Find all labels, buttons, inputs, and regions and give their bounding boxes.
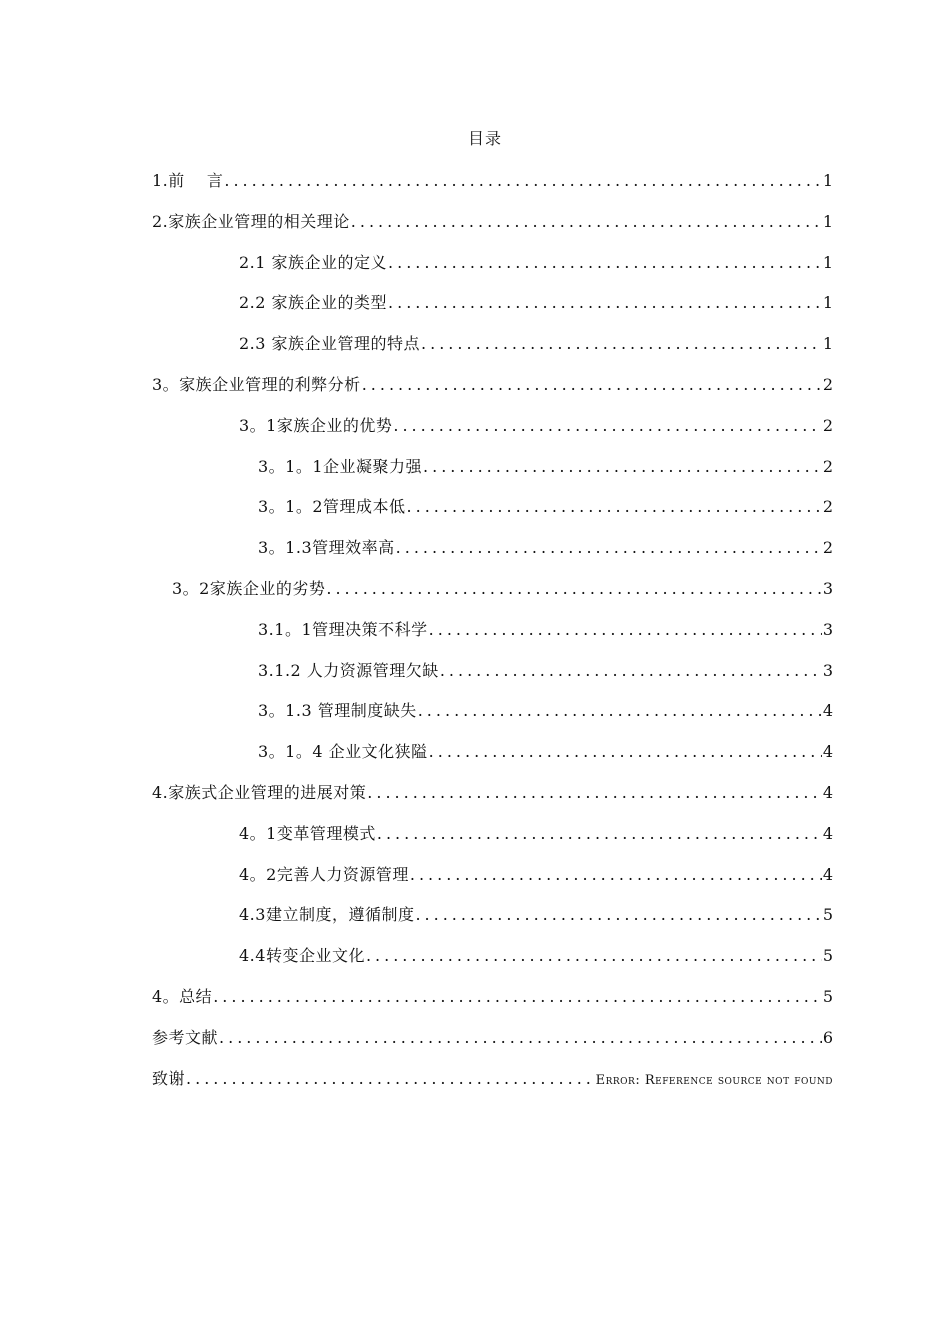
toc-entry[interactable] <box>152 494 833 535</box>
table-of-contents <box>152 168 833 1106</box>
toc-entry-page: 5 <box>822 905 833 925</box>
toc-entry-title: 3。1.3管理效率高 <box>258 538 395 558</box>
toc-leader-dots <box>396 538 822 557</box>
toc-leader-dots <box>377 824 822 843</box>
toc-entry-title: 1.前 言 <box>152 171 224 190</box>
toc-entry-page: 4 <box>822 864 833 884</box>
toc-leader-dots <box>351 212 822 231</box>
toc-leader-dots <box>429 742 822 761</box>
toc-entry-page: 4 <box>822 823 833 843</box>
toc-entry[interactable] <box>152 168 833 209</box>
toc-entry[interactable] <box>152 780 833 821</box>
toc-entry-page: 1 <box>822 334 833 354</box>
toc-entry-title: 2.1 家族企业的定义 <box>239 252 388 272</box>
toc-leader-dots <box>362 375 822 394</box>
toc-leader-dots <box>186 1069 595 1088</box>
toc-entry-page: 6 <box>822 1027 833 1047</box>
toc-entry-title: 2.3 家族企业管理的特点 <box>239 334 421 354</box>
toc-leader-dots <box>440 661 822 680</box>
toc-entry-title: 4.3建立制度，遵循制度 <box>239 905 415 925</box>
toc-entry-title: 4.家族式企业管理的进展对策 <box>152 782 367 802</box>
toc-entry-title: 3。家族企业管理的利弊分析 <box>152 374 361 394</box>
toc-leader-dots <box>366 946 822 965</box>
toc-entry-title: 3。1。1企业凝聚力强 <box>258 456 423 476</box>
toc-leader-dots <box>367 783 822 802</box>
toc-entry[interactable] <box>152 576 833 617</box>
toc-entry[interactable] <box>152 290 833 331</box>
toc-entry-page: 1 <box>822 252 833 272</box>
toc-entry-title: 4。2完善人力资源管理 <box>239 864 409 884</box>
toc-entry[interactable] <box>152 372 833 413</box>
toc-entry[interactable] <box>152 535 833 576</box>
toc-entry-title: 3。2家族企业的劣势 <box>172 578 326 598</box>
toc-entry-title: 参考文献 <box>152 1027 219 1047</box>
toc-entry-page: 3 <box>822 578 833 598</box>
toc-entry[interactable] <box>152 1066 833 1107</box>
toc-leader-dots <box>418 701 822 720</box>
toc-entry-title: 3.1。1管理决策不科学 <box>258 619 428 639</box>
toc-leader-dots <box>429 620 822 639</box>
toc-entry-page: 2 <box>822 415 833 435</box>
toc-entry-title: 4.4转变企业文化 <box>239 946 365 966</box>
toc-entry[interactable] <box>152 454 833 495</box>
toc-entry-page: 2 <box>822 374 833 394</box>
toc-entry-title: 致谢 <box>152 1068 186 1088</box>
toc-entry-title: 4。总结 <box>152 986 213 1006</box>
toc-entry-title: 3.1.2 人力资源管理欠缺 <box>258 660 439 680</box>
toc-entry-page: 1 <box>822 171 833 190</box>
toc-leader-dots <box>393 416 821 435</box>
toc-entry-page: 2 <box>822 456 833 476</box>
toc-entry[interactable] <box>152 1025 833 1066</box>
toc-leader-dots <box>388 293 822 312</box>
toc-entry[interactable] <box>152 658 833 699</box>
toc-entry-page: 3 <box>822 660 833 680</box>
toc-leader-dots <box>219 1028 822 1047</box>
toc-leader-dots <box>423 457 822 476</box>
toc-entry-title: 4。1变革管理模式 <box>239 823 376 843</box>
toc-entry-title: 3。1家族企业的优势 <box>239 415 393 435</box>
toc-entry[interactable] <box>152 984 833 1025</box>
toc-entry-page: 5 <box>822 946 833 966</box>
toc-entry-page: 4 <box>822 782 833 802</box>
toc-leader-dots <box>224 171 821 190</box>
toc-entry[interactable] <box>152 617 833 658</box>
toc-entry-page: 1 <box>822 293 833 313</box>
toc-entry-title: 3。1。2管理成本低 <box>258 497 406 517</box>
toc-leader-dots <box>407 497 822 516</box>
toc-entry[interactable] <box>152 902 833 943</box>
toc-entry[interactable] <box>152 250 833 291</box>
toc-leader-dots <box>388 253 822 272</box>
toc-leader-dots <box>421 334 822 353</box>
toc-title: 目录 <box>467 129 502 148</box>
toc-entry-page: 4 <box>822 742 833 762</box>
toc-entry[interactable] <box>152 862 833 903</box>
toc-entry-page: 2 <box>822 538 833 558</box>
toc-entry-title: 2.家族企业管理的相关理论 <box>152 211 350 231</box>
toc-entry[interactable] <box>152 209 833 250</box>
toc-entry-title: 2.2 家族企业的类型 <box>239 293 388 313</box>
toc-entry-title: 3。1。4 企业文化狭隘 <box>258 742 428 762</box>
toc-entry[interactable] <box>152 331 833 372</box>
toc-entry-page: 3 <box>822 619 833 639</box>
toc-entry-page: 2 <box>822 497 833 517</box>
toc-leader-dots <box>326 579 821 598</box>
toc-entry-error: Error: Reference source not found <box>595 1072 833 1088</box>
toc-entry-page: 4 <box>822 701 833 721</box>
toc-entry[interactable] <box>152 739 833 780</box>
toc-entry[interactable] <box>152 698 833 739</box>
toc-entry-page: 5 <box>822 986 833 1006</box>
toc-entry-title: 3。1.3 管理制度缺失 <box>258 701 417 721</box>
toc-leader-dots <box>410 865 822 884</box>
toc-entry[interactable] <box>152 943 833 984</box>
toc-entry[interactable] <box>152 413 833 454</box>
toc-entry-page: 1 <box>822 211 833 231</box>
toc-leader-dots <box>213 987 822 1006</box>
toc-entry[interactable] <box>152 821 833 862</box>
toc-leader-dots <box>415 905 821 924</box>
